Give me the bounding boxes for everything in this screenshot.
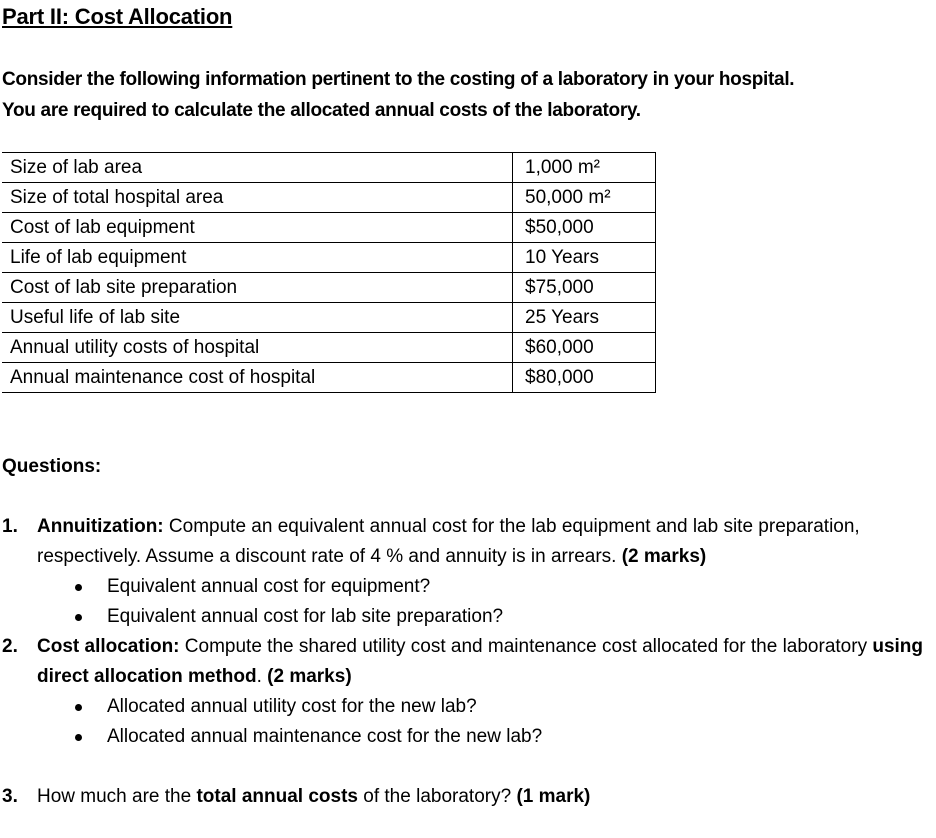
row-value: 1,000 m² [513,153,656,183]
section-heading: Part II: Cost Allocation [2,4,233,29]
question-number: 1. [2,516,18,537]
questions-list [2,512,936,812]
row-value: $60,000 [513,333,656,363]
table-row [2,213,656,243]
questions-heading: Questions: [2,456,102,477]
row-value: $80,000 [513,363,656,393]
question-marks: (2 marks) [621,546,707,567]
question-text: Compute the shared utility cost and maintenance cost allocated for the laboratory [179,636,873,657]
row-label: Annual utility costs of hospital [2,333,513,363]
question-2 [2,632,936,752]
question-text-2: . [256,666,268,687]
question-text-2: of the laboratory? [358,786,517,807]
bullet-icon [75,614,82,621]
question-marks: (1 mark) [516,786,591,807]
bullet-text: Equivalent annual cost for lab site preparation? [107,606,504,627]
row-label: Life of lab equipment [2,243,513,273]
row-label: Annual maintenance cost of hospital [2,363,513,393]
bullet-text: Equivalent annual cost for equipment? [107,576,431,597]
bullet-icon [75,704,82,711]
table-row [2,273,656,303]
row-value: $50,000 [513,213,656,243]
question-3 [2,782,936,812]
bullet-text: Allocated annual maintenance cost for the new lab? [107,726,543,747]
question-lead: Annuitization: [37,516,164,537]
bullet-icon [75,734,82,741]
question-number: 3. [2,786,18,807]
question-emphasis: using direct allocation method [37,636,924,687]
question-number: 2. [2,636,18,657]
row-label: Size of lab area [2,153,513,183]
list-item [37,722,936,752]
row-value: 50,000 m² [513,183,656,213]
row-label: Useful life of lab site [2,303,513,333]
bullet-icon [75,584,82,591]
spacer [2,752,936,782]
table-row [2,363,656,393]
question-marks: (2 marks) [267,666,352,687]
table-row [2,243,656,273]
question-emphasis: total annual costs [196,786,358,807]
question-2-bullets [37,692,936,752]
list-item [37,572,936,602]
row-value: 10 Years [513,243,656,273]
row-label: Cost of lab equipment [2,213,513,243]
row-value: $75,000 [513,273,656,303]
list-item [37,692,936,722]
question-text: How much are the [37,786,197,807]
question-text: Compute an equivalent annual cost for the lab equipment and lab site preparation, respectively. Assume a discount rate of 4 % and annuity is in arrears. [37,516,860,567]
row-label: Cost of lab site preparation [2,273,513,303]
intro-text [2,64,932,126]
table-row [2,153,656,183]
table-row [2,183,656,213]
intro-line-1: Consider the following information pertinent to the costing of a laboratory in your hospital. [2,69,795,90]
question-1 [2,512,936,632]
row-label: Size of total hospital area [2,183,513,213]
question-lead: Cost allocation: [37,636,180,657]
bullet-text: Allocated annual utility cost for the new lab? [107,696,477,717]
question-1-bullets [37,572,936,632]
table-row [2,303,656,333]
table-row [2,333,656,363]
row-value: 25 Years [513,303,656,333]
cost-data-table [2,152,656,393]
intro-line-2: You are required to calculate the allocated annual costs of the laboratory. [2,100,641,121]
list-item [37,602,936,632]
